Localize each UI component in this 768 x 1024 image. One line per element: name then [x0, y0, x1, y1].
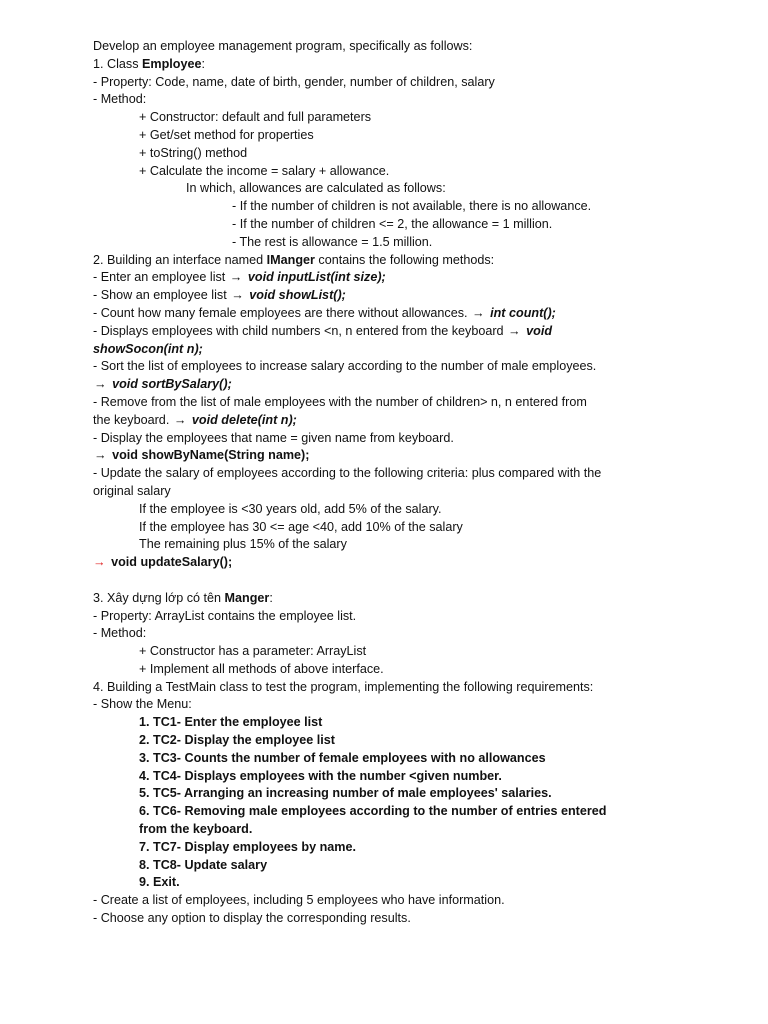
menu-item-9: 9. Exit. [139, 875, 180, 890]
final-instruction-1: - Create a list of employees, including 5 employees who have information. [93, 893, 505, 908]
method-show-by-name-text: - Display the employees that name = given name from keyboard. [93, 430, 454, 445]
method-show-socon-text: - Displays employees with child numbers <n, n entered from the keyboard [93, 323, 508, 338]
menu-item-6-cont: from the keyboard. [139, 822, 253, 837]
method-show-socon-signature-end: showSocon(int n); [93, 341, 203, 356]
class-name-manger: Manger [224, 590, 270, 605]
menu-item-7: 7. TC7- Display employees by name. [139, 839, 356, 854]
method-show-socon-cont [93, 341, 683, 359]
manger-method-implement: + Implement all methods of above interface. [139, 661, 384, 676]
section-2-heading-prefix: 2. Building an interface named [93, 252, 267, 267]
method-input-list [93, 269, 683, 287]
method-count-signature: int count(); [490, 305, 556, 320]
final-instruction-2: - Choose any option to display the corresponding results. [93, 911, 411, 926]
right-arrow-icon: → [173, 412, 187, 427]
section-1-heading-prefix: 1. Class [93, 56, 142, 71]
method-delete-text-cont: the keyboard. [93, 412, 173, 427]
section-2-heading [93, 252, 683, 270]
spacer [93, 572, 683, 590]
manger-method-constructor: + Constructor has a parameter: ArrayList [139, 644, 367, 659]
allowance-rule-3: - The rest is allowance = 1.5 million. [232, 234, 433, 249]
right-arrow-icon: → [231, 288, 244, 303]
section-2-heading-suffix: contains the following methods: [314, 252, 495, 267]
employee-property-line: - Property: Code, name, date of birth, gender, number of children, salary [93, 74, 495, 89]
update-rule-2: If the employee has 30 <= age <40, add 10% of the salary [139, 519, 463, 534]
section-1-heading-suffix: : [201, 56, 205, 71]
method-update-text: - Update the salary of employees according to the following criteria: plus compared with the [93, 466, 602, 481]
menu-item-3: 3. TC3- Counts the number of female employees with no allowances [139, 750, 546, 765]
employee-method-income: + Calculate the income = salary + allowance. [139, 163, 390, 178]
right-arrow-icon: → [508, 323, 521, 338]
section-3-heading [93, 590, 683, 608]
intro-line: Develop an employee management program, specifically as follows: [93, 39, 473, 53]
method-show-list [93, 287, 683, 305]
method-sort [93, 376, 683, 394]
document-page [93, 38, 683, 928]
menu-item-8: 8. TC8- Update salary [139, 857, 268, 872]
method-delete [93, 412, 683, 430]
employee-method-tostring: + toString() method [139, 145, 248, 160]
menu-item-6: 6. TC6- Removing male employees according to the number of entries entered [139, 804, 607, 819]
employee-method-getset: + Get/set method for properties [139, 127, 314, 142]
right-arrow-icon: → [229, 270, 243, 285]
method-update-salary-signature: void updateSalary(); [111, 555, 233, 570]
section-3-heading-suffix: : [269, 590, 273, 605]
allowance-rule-2: - If the number of children <= 2, the allowance = 1 million. [232, 216, 553, 231]
method-delete-signature: void delete(int n); [191, 412, 297, 427]
allowance-rule-1: - If the number of children is not available, there is no allowance. [232, 199, 592, 214]
employee-method-constructor: + Constructor: default and full parameters [139, 110, 372, 125]
allowance-intro: In which, allowances are calculated as follows: [186, 181, 446, 196]
method-input-list-signature: void inputList(int size); [247, 270, 386, 285]
manger-property-line: - Property: ArrayList contains the employee list. [93, 608, 357, 623]
method-show-socon-signature-start: void [526, 323, 553, 338]
menu-item-4: 4. TC4- Displays employees with the number <given number. [139, 768, 502, 783]
red-right-arrow-icon: → [93, 555, 106, 570]
right-arrow-icon: → [94, 377, 107, 392]
update-rule-1: If the employee is <30 years old, add 5% of the salary. [139, 501, 442, 516]
method-show-list-signature: void showList(); [249, 288, 346, 303]
method-update-salary [93, 554, 683, 572]
method-delete-text: - Remove from the list of male employees with the number of children> n, n entered from [93, 394, 587, 409]
method-count [93, 305, 683, 323]
section-1-heading [93, 56, 683, 74]
manger-method-label: - Method: [93, 626, 147, 641]
method-show-list-text: - Show an employee list [93, 288, 231, 303]
class-name-employee: Employee [142, 56, 202, 71]
employee-method-label: - Method: [93, 92, 147, 107]
menu-item-2: 2. TC2- Display the employee list [139, 733, 335, 748]
method-update-text-cont: original salary [93, 483, 171, 498]
method-sort-text: - Sort the list of employees to increase salary according to the number of male employees. [93, 359, 597, 374]
section-4-heading: 4. Building a TestMain class to test the program, implementing the following requirements: [93, 679, 594, 694]
show-menu-label: - Show the Menu: [93, 697, 192, 712]
method-count-text: - Count how many female employees are there without allowances. [93, 305, 472, 320]
method-show-socon [93, 323, 683, 341]
update-rule-3: The remaining plus 15% of the salary [139, 537, 347, 552]
right-arrow-icon: → [94, 448, 107, 463]
method-sort-signature: void sortBySalary(); [112, 377, 232, 392]
interface-name-imanger: IManger [266, 252, 315, 267]
right-arrow-icon: → [472, 305, 485, 320]
menu-item-1: 1. TC1- Enter the employee list [139, 715, 323, 730]
method-show-by-name [93, 447, 683, 465]
method-show-by-name-signature: void showByName(String name); [112, 448, 310, 463]
method-input-list-text: - Enter an employee list [93, 270, 229, 285]
menu-item-5: 5. TC5- Arranging an increasing number of male employees' salaries. [139, 786, 552, 801]
section-3-heading-prefix: 3. Xây dựng lớp có tên [93, 590, 225, 605]
